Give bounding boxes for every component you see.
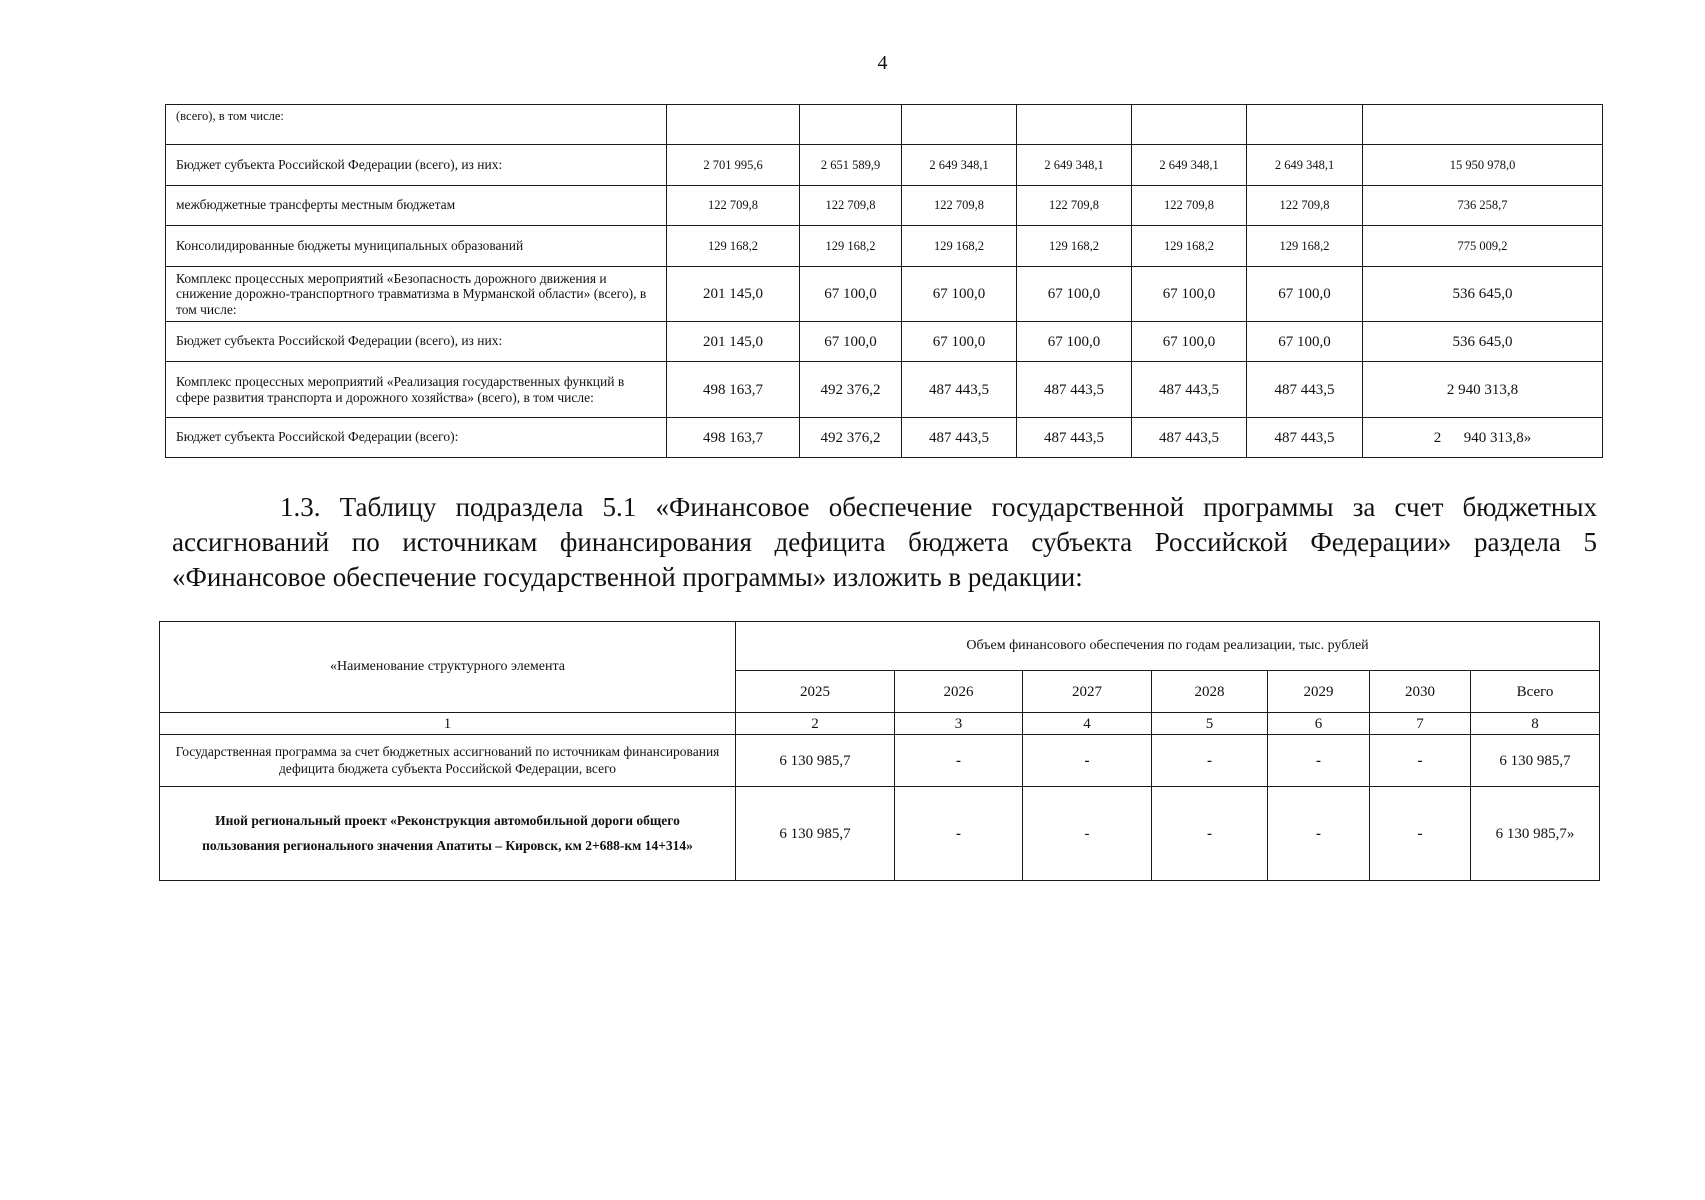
row-name: Бюджет субъекта Российской Федерации (всего), из них: (166, 145, 667, 186)
cell-2030: 122 709,8 (1247, 186, 1363, 226)
cell-total: 2 940 313,8 (1363, 362, 1603, 418)
cell-2026: 67 100,0 (800, 267, 902, 322)
row-name: межбюджетные трансферты местным бюджетам (166, 186, 667, 226)
cell-2025: 2 701 995,6 (667, 145, 800, 186)
column-index: 7 (1370, 713, 1471, 735)
cell-2027: - (1023, 735, 1152, 787)
column-header-year: 2026 (895, 671, 1023, 713)
cell-2029: 487 443,5 (1132, 362, 1247, 418)
cell-2026: 122 709,8 (800, 186, 902, 226)
cell-total: 15 950 978,0 (1363, 145, 1603, 186)
cell-total: 536 645,0 (1363, 267, 1603, 322)
cell-total: 736 258,7 (1363, 186, 1603, 226)
cell-2025: 201 145,0 (667, 267, 800, 322)
cell-2030: 2 649 348,1 (1247, 145, 1363, 186)
table-row (166, 418, 1603, 458)
column-header-year: 2029 (1268, 671, 1370, 713)
column-index: 3 (895, 713, 1023, 735)
cell-2026: - (895, 735, 1023, 787)
cell-2028: - (1152, 787, 1268, 881)
row-name: Иной региональный проект «Реконструкция автомобильной дороги общего пользования регионального значения Апатиты – Кировск, км 2+688-км 14+314» (160, 787, 736, 881)
cell-2029: 67 100,0 (1132, 267, 1247, 322)
cell-total: 536 645,0 (1363, 322, 1603, 362)
column-header-year: 2025 (736, 671, 895, 713)
cell-2027: 2 649 348,1 (902, 145, 1017, 186)
cell-2027: - (1023, 787, 1152, 881)
column-header-volume: Объем финансового обеспечения по годам реализации, тыс. рублей (736, 622, 1600, 671)
cell-2027: 67 100,0 (902, 267, 1017, 322)
column-header-year: 2030 (1370, 671, 1471, 713)
column-header-total: Всего (1471, 671, 1600, 713)
table-row (166, 145, 1603, 186)
table-row (166, 267, 1603, 322)
cell-2030: 487 443,5 (1247, 362, 1363, 418)
cell-2025: 201 145,0 (667, 322, 800, 362)
column-header-year: 2027 (1023, 671, 1152, 713)
cell-2029: 2 649 348,1 (1132, 145, 1247, 186)
table-row (166, 186, 1603, 226)
cell-total (1363, 105, 1603, 145)
cell-2028: 67 100,0 (1017, 322, 1132, 362)
cell-2029: 487 443,5 (1132, 418, 1247, 458)
cell-2027: 122 709,8 (902, 186, 1017, 226)
cell-2028: 129 168,2 (1017, 226, 1132, 267)
cell-2030 (1247, 105, 1363, 145)
amendment-paragraph: 1.3. Таблицу подраздела 5.1 «Финансовое обеспечение государственной программы за счет бюджетных ассигнований по источникам финансирования дефицита бюджета субъекта Российской Федерации» раздела 5 «Финансовое обеспечение государственной программы» изложить в редакции: (172, 492, 1597, 592)
cell-2029: - (1268, 787, 1370, 881)
cell-2025: 498 163,7 (667, 362, 800, 418)
cell-2025: 498 163,7 (667, 418, 800, 458)
cell-2029: - (1268, 735, 1370, 787)
cell-2025: 6 130 985,7 (736, 735, 895, 787)
cell-2030: 67 100,0 (1247, 267, 1363, 322)
cell-2029: 67 100,0 (1132, 322, 1247, 362)
column-index-row (160, 713, 1600, 735)
row-name: Государственная программа за счет бюджетных ассигнований по источникам финансирования дефицита бюджета субъекта Российской Федерации, всего (160, 735, 736, 787)
cell-2030: 129 168,2 (1247, 226, 1363, 267)
cell-2028: 122 709,8 (1017, 186, 1132, 226)
financing-table-continuation (165, 104, 1603, 458)
cell-2025: 129 168,2 (667, 226, 800, 267)
cell-2028: 2 649 348,1 (1017, 145, 1132, 186)
cell-2027 (902, 105, 1017, 145)
cell-2030: 67 100,0 (1247, 322, 1363, 362)
cell-2026: - (895, 787, 1023, 881)
cell-total: 6 130 985,7 (1471, 735, 1600, 787)
cell-total: 775 009,2 (1363, 226, 1603, 267)
row-name: Бюджет субъекта Российской Федерации (всего), из них: (166, 322, 667, 362)
cell-2026: 492 376,2 (800, 362, 902, 418)
cell-2025: 6 130 985,7 (736, 787, 895, 881)
table-row (160, 787, 1600, 881)
row-name: Бюджет субъекта Российской Федерации (всего): (166, 418, 667, 458)
cell-total: 2 940 313,8» (1363, 418, 1603, 458)
cell-2029: 129 168,2 (1132, 226, 1247, 267)
cell-2030: - (1370, 735, 1471, 787)
cell-total: 6 130 985,7» (1471, 787, 1600, 881)
table-header-row (160, 622, 1600, 671)
cell-2026 (800, 105, 902, 145)
cell-2029 (1132, 105, 1247, 145)
column-header-year: 2028 (1152, 671, 1268, 713)
cell-2030: - (1370, 787, 1471, 881)
table-row (160, 735, 1600, 787)
cell-2027: 129 168,2 (902, 226, 1017, 267)
table-row (166, 362, 1603, 418)
cell-2025: 122 709,8 (667, 186, 800, 226)
cell-2026: 129 168,2 (800, 226, 902, 267)
cell-2028: 487 443,5 (1017, 418, 1132, 458)
cell-2027: 487 443,5 (902, 418, 1017, 458)
row-name: Комплекс процессных мероприятий «Реализация государственных функций в сфере развития транспорта и дорожного хозяйства» (всего), в том числе: (166, 362, 667, 418)
table-row (166, 105, 1603, 145)
row-name: (всего), в том числе: (166, 105, 667, 145)
cell-2026: 492 376,2 (800, 418, 902, 458)
cell-2028: 67 100,0 (1017, 267, 1132, 322)
cell-2028: 487 443,5 (1017, 362, 1132, 418)
cell-2028 (1017, 105, 1132, 145)
column-index: 4 (1023, 713, 1152, 735)
cell-2027: 487 443,5 (902, 362, 1017, 418)
column-header-name: «Наименование структурного элемента (160, 622, 736, 713)
column-index: 8 (1471, 713, 1600, 735)
cell-2030: 487 443,5 (1247, 418, 1363, 458)
column-index: 2 (736, 713, 895, 735)
cell-2025 (667, 105, 800, 145)
page-number: 4 (877, 52, 888, 74)
cell-2026: 2 651 589,9 (800, 145, 902, 186)
column-index: 1 (160, 713, 736, 735)
column-index: 5 (1152, 713, 1268, 735)
financing-sources-table (159, 621, 1600, 881)
column-index: 6 (1268, 713, 1370, 735)
table-row (166, 226, 1603, 267)
cell-2026: 67 100,0 (800, 322, 902, 362)
table-row (166, 322, 1603, 362)
cell-2029: 122 709,8 (1132, 186, 1247, 226)
cell-2027: 67 100,0 (902, 322, 1017, 362)
row-name: Комплекс процессных мероприятий «Безопасность дорожного движения и снижение дорожно-транспортного травматизма в Мурманской области» (всего), в том числе: (166, 267, 667, 322)
cell-2028: - (1152, 735, 1268, 787)
row-name: Консолидированные бюджеты муниципальных образований (166, 226, 667, 267)
